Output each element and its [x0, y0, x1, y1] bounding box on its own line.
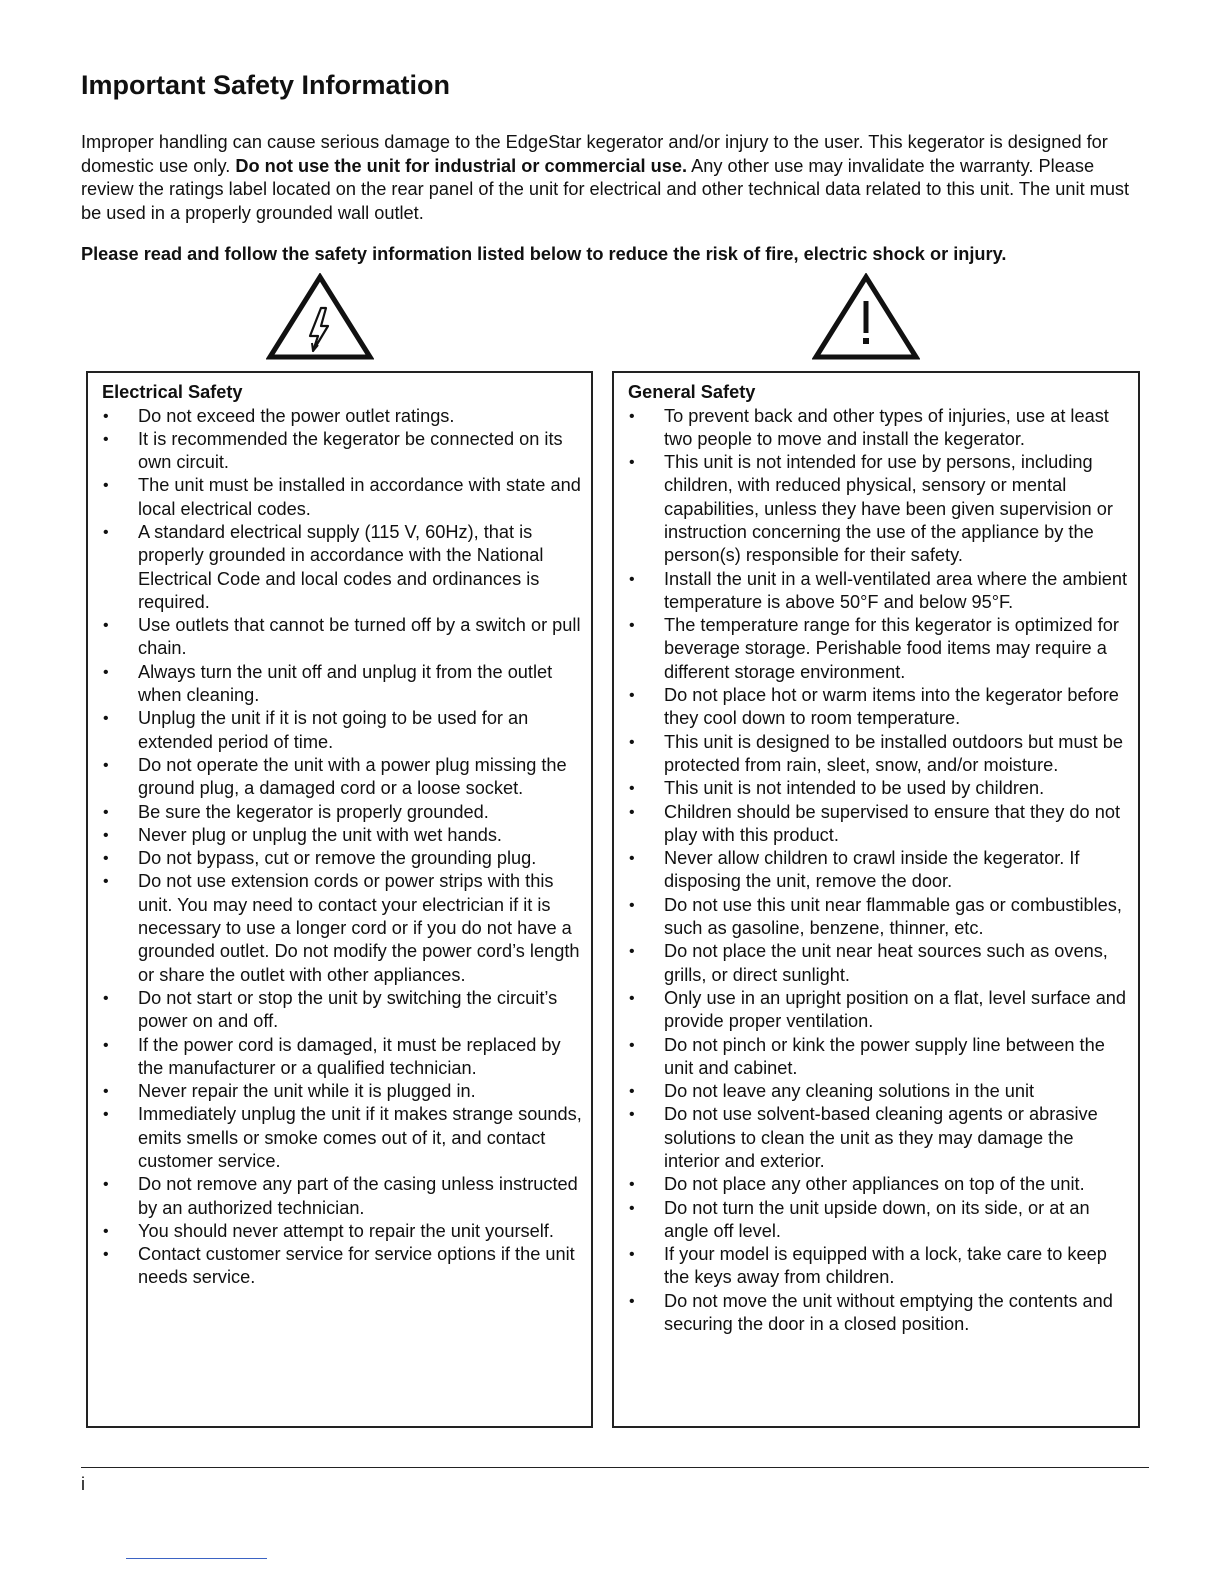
list-item: • If your model is equipped with a lock, take care to keep the keys away from children.: [614, 1243, 1138, 1290]
list-item: • Never allow children to crawl inside the kegerator. If disposing the unit, remove the door.: [614, 847, 1138, 894]
list-item: • Be sure the kegerator is properly grounded.: [88, 801, 591, 824]
electrical-hazard-warning-icon: [266, 273, 374, 361]
list-item: • Do not leave any cleaning solutions in the unit: [614, 1080, 1138, 1103]
list-item: • To prevent back and other types of injuries, use at least two people to move and install the kegerator.: [614, 405, 1138, 452]
general-safety-list: [614, 405, 1138, 1337]
list-item: • Do not turn the unit upside down, on its side, or at an angle off level.: [614, 1197, 1138, 1244]
intro-paragraph: [81, 131, 1146, 225]
list-item: • Immediately unplug the unit if it makes strange sounds, emits smells or smoke comes out of it, and contact customer service.: [88, 1103, 591, 1173]
list-item: • This unit is not intended for use by persons, including children, with reduced physical, sensory or mental capabilities, unless they have been given supervision or instruction concerning the use of the appliance by the person(s) responsible for their safety.: [614, 451, 1138, 567]
electrical-safety-list: [88, 405, 591, 1290]
list-item: • It is recommended the kegerator be connected on its own circuit.: [88, 428, 591, 475]
list-item: • Do not bypass, cut or remove the grounding plug.: [88, 847, 591, 870]
intro-text-part-2: Any other use may invalidate the warranty. Please review the ratings label located on the rear panel of the unit for electrical and other technical data related to this unit. The unit must be used in a properly grounded wall outlet.: [81, 155, 1130, 223]
list-item: • Only use in an upright position on a flat, level surface and provide proper ventilation.: [614, 987, 1138, 1034]
electrical-safety-heading: Electrical Safety: [102, 382, 243, 402]
electrical-safety-box: [86, 371, 593, 1428]
list-item: • Do not remove any part of the casing unless instructed by an authorized technician.: [88, 1173, 591, 1220]
list-item: • Do not start or stop the unit by switching the circuit’s power on and off.: [88, 987, 591, 1034]
list-item: • Do not use this unit near flammable gas or combustibles, such as gasoline, benzene, thinner, etc.: [614, 894, 1138, 941]
general-caution-warning-icon: [812, 273, 920, 361]
list-item: • Do not exceed the power outlet ratings.: [88, 405, 591, 428]
list-item: • Install the unit in a well-ventilated area where the ambient temperature is above 50°F and below 95°F.: [614, 568, 1138, 615]
page-title: Important Safety Information: [81, 70, 451, 100]
list-item: • Never plug or unplug the unit with wet hands.: [88, 824, 591, 847]
list-item: • The unit must be installed in accordance with state and local electrical codes.: [88, 474, 591, 521]
safety-warning-line: Please read and follow the safety information listed below to reduce the risk of fire, electric shock or injury.: [81, 244, 1007, 264]
list-item: • Do not move the unit without emptying the contents and securing the door in a closed position.: [614, 1290, 1138, 1337]
list-item: • Never repair the unit while it is plugged in.: [88, 1080, 591, 1103]
intro-bold-warning: Do not use the unit for industrial or commercial use.: [235, 155, 688, 176]
list-item: • Unplug the unit if it is not going to be used for an extended period of time.: [88, 707, 591, 754]
intro-text-part-1: Improper handling can cause serious damage to the EdgeStar kegerator and/or injury to the user. This kegerator is designed for domestic use only.: [81, 132, 1108, 176]
list-item: • Do not pinch or kink the power supply line between the unit and cabinet.: [614, 1034, 1138, 1081]
list-item: • Do not place hot or warm items into the kegerator before they cool down to room temperature.: [614, 684, 1138, 731]
list-item: • If the power cord is damaged, it must be replaced by the manufacturer or a qualified technician.: [88, 1034, 591, 1081]
list-item: • Do not place any other appliances on top of the unit.: [614, 1173, 1138, 1196]
page-number: i: [81, 1474, 85, 1494]
footer-rule: [81, 1467, 1149, 1468]
bottom-accent-line: [126, 1558, 267, 1559]
list-item: • A standard electrical supply (115 V, 60Hz), that is properly grounded in accordance with the National Electrical Code and local codes and ordinances is required.: [88, 521, 591, 614]
list-item: • This unit is designed to be installed outdoors but must be protected from rain, sleet, snow, and/or moisture.: [614, 731, 1138, 778]
list-item: • Contact customer service for service options if the unit needs service.: [88, 1243, 591, 1290]
list-item: • You should never attempt to repair the unit yourself.: [88, 1220, 591, 1243]
list-item: • This unit is not intended to be used by children.: [614, 777, 1138, 800]
list-item: • Do not use extension cords or power strips with this unit. You may need to contact your electrician if it is necessary to use a longer cord or if you do not have a grounded outlet. Do not modify the power cord’s length or share the outlet with other appliances.: [88, 870, 591, 986]
general-safety-box: [612, 371, 1140, 1428]
list-item: • Do not operate the unit with a power plug missing the ground plug, a damaged cord or a loose socket.: [88, 754, 591, 801]
general-safety-heading: General Safety: [628, 382, 756, 402]
list-item: • The temperature range for this kegerator is optimized for beverage storage. Perishable food items may require a different storage environment.: [614, 614, 1138, 684]
list-item: • Use outlets that cannot be turned off by a switch or pull chain.: [88, 614, 591, 661]
list-item: • Children should be supervised to ensure that they do not play with this product.: [614, 801, 1138, 848]
list-item: • Do not place the unit near heat sources such as ovens, grills, or direct sunlight.: [614, 940, 1138, 987]
list-item: • Do not use solvent-based cleaning agents or abrasive solutions to clean the unit as they may damage the interior and exterior.: [614, 1103, 1138, 1173]
list-item: • Always turn the unit off and unplug it from the outlet when cleaning.: [88, 661, 591, 708]
